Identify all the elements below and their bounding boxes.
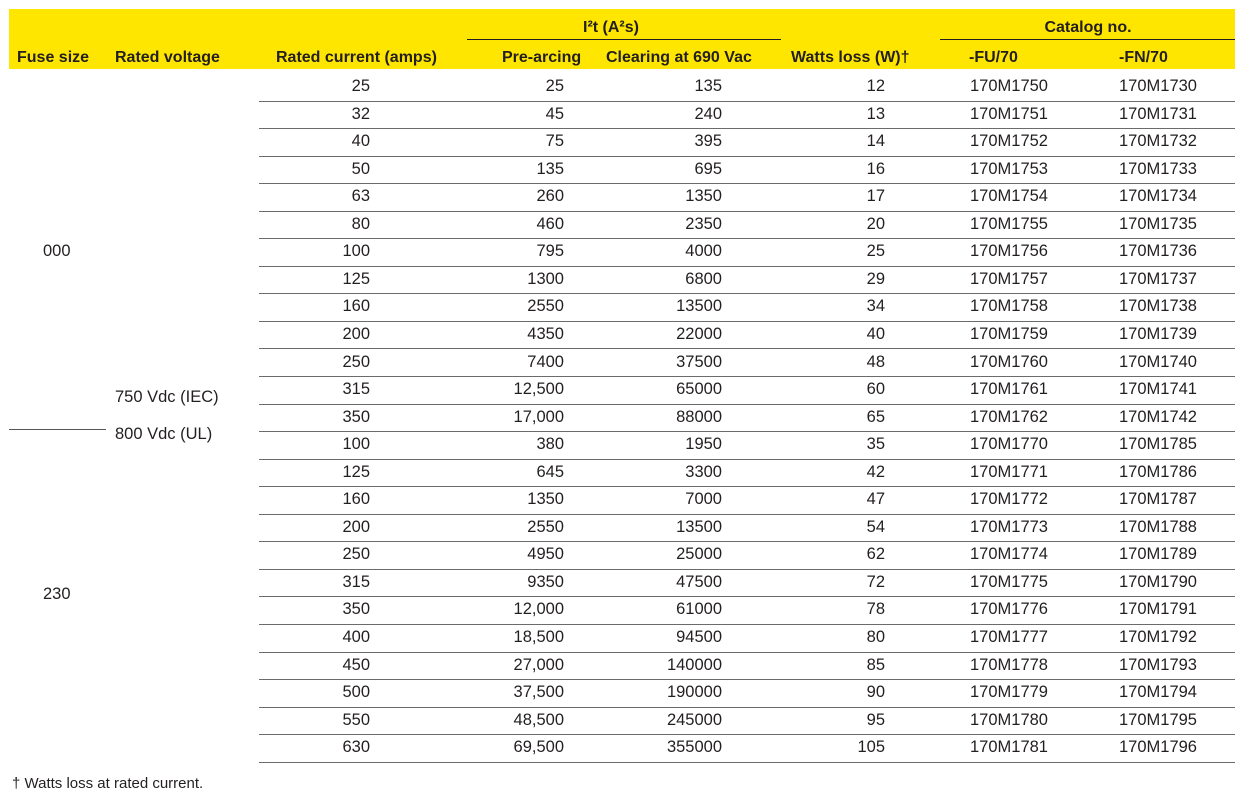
pre-arcing-cell: 27,000 [513,655,564,674]
catalog-group-rule [940,39,1235,40]
rated-current-cell: 63 [351,187,370,206]
catalog-fn70-cell: 170M1739 [1119,324,1197,343]
watts-loss-cell: 80 [866,628,885,646]
rated-current-cell: 125 [342,462,370,481]
catalog-fn70-cell: 170M1732 [1119,132,1197,151]
table-row [0,460,1235,488]
catalog-fn70-cell: 170M1786 [1119,462,1197,481]
clearing-cell: 6800 [685,269,722,288]
rated-current-cell: 400 [342,628,370,646]
table-row [0,708,1235,736]
rated-current-cell: 315 [342,380,370,399]
row-divider [259,762,1235,763]
rated-current-cell: 125 [342,269,370,288]
clearing-cell: 355000 [666,738,722,757]
catalog-fu70-cell: 170M1760 [970,352,1048,371]
table-row [0,102,1235,130]
pre-arcing-cell: 75 [545,132,564,151]
watts-loss-cell: 16 [866,159,885,178]
pre-arcing-cell: 25 [545,77,564,95]
catalog-fn70-cell: 170M1730 [1119,77,1197,95]
catalog-fn70-cell: 170M1796 [1119,738,1197,757]
catalog-fu70-cell: 170M1781 [970,738,1048,757]
catalog-fn70-cell: 170M1740 [1119,352,1197,371]
table-row [0,322,1235,350]
clearing-cell: 190000 [666,683,722,702]
catalog-fu70-cell: 170M1770 [970,435,1048,454]
pre-arcing-cell: 12,500 [513,380,564,399]
watts-loss-cell: 47 [866,490,885,509]
catalog-fn70-cell: 170M1736 [1119,242,1197,261]
catalog-fu70-cell: 170M1758 [970,297,1048,316]
rated-current-cell: 350 [342,600,370,619]
rated-current-cell: 315 [342,572,370,591]
clearing-cell: 1950 [685,435,722,454]
footnote: † Watts loss at rated current. [12,775,204,792]
watts-loss-cell: 20 [866,214,885,233]
rated-current-cell: 450 [342,655,370,674]
catalog-fu70-cell: 170M1755 [970,214,1048,233]
catalog-fu70-cell: 170M1751 [970,104,1048,123]
rated-current-cell: 250 [342,545,370,564]
catalog-fn70-cell: 170M1738 [1119,297,1197,316]
watts-loss-cell: 40 [866,324,885,343]
clearing-cell: 7000 [685,490,722,509]
table-row [0,597,1235,625]
clearing-cell: 240 [694,104,722,123]
header-rated-voltage: Rated voltage [115,49,220,66]
catalog-fn70-cell: 170M1792 [1119,628,1197,646]
clearing-cell: 94500 [676,628,722,646]
pre-arcing-cell: 18,500 [513,628,564,646]
watts-loss-cell: 42 [866,462,885,481]
pre-arcing-cell: 12,000 [513,600,564,619]
clearing-cell: 13500 [676,517,722,536]
clearing-cell: 2350 [685,214,722,233]
pre-arcing-cell: 9350 [527,572,564,591]
table-row [0,157,1235,185]
rated-current-cell: 630 [342,738,370,757]
clearing-cell: 47500 [676,572,722,591]
pre-arcing-cell: 4950 [527,545,564,564]
catalog-fn70-cell: 170M1788 [1119,517,1197,536]
watts-loss-cell: 25 [866,242,885,261]
voltage-ul: 800 Vdc (UL) [115,425,213,443]
table-row [0,405,1235,433]
pre-arcing-cell: 69,500 [513,738,564,757]
catalog-fn70-cell: 170M1791 [1119,600,1197,619]
watts-loss-cell: 95 [866,710,885,729]
catalog-fn70-cell: 170M1742 [1119,407,1197,426]
pre-arcing-cell: 4350 [527,324,564,343]
table-row [0,625,1235,653]
catalog-fu70-cell: 170M1776 [970,600,1048,619]
clearing-cell: 88000 [676,407,722,426]
rated-current-cell: 32 [351,104,370,123]
clearing-cell: 140000 [666,655,722,674]
rated-current-cell: 500 [342,683,370,702]
table-row [0,680,1235,708]
header-fuse-size: Fuse size [17,49,90,66]
watts-loss-cell: 72 [866,572,885,591]
pre-arcing-cell: 37,500 [513,683,564,702]
table-row [0,212,1235,240]
clearing-cell: 695 [694,159,722,178]
clearing-cell: 4000 [685,242,722,261]
table-row [0,515,1235,543]
rated-current-cell: 100 [342,435,370,454]
catalog-fu70-cell: 170M1757 [970,269,1048,288]
catalog-fu70-cell: 170M1761 [970,380,1048,399]
table-row [0,267,1235,295]
watts-loss-cell: 54 [866,517,885,536]
pre-arcing-cell: 1350 [527,490,564,509]
catalog-fu70-cell: 170M1762 [970,407,1048,426]
catalog-fu70-cell: 170M1750 [970,77,1048,95]
clearing-cell: 1350 [685,187,722,206]
catalog-fu70-cell: 170M1754 [970,187,1048,206]
watts-loss-cell: 65 [866,407,885,426]
catalog-fu70-cell: 170M1778 [970,655,1048,674]
header-pre-arcing: Pre-arcing [502,49,582,66]
clearing-cell: 25000 [676,545,722,564]
rated-current-cell: 250 [342,352,370,371]
clearing-cell: 3300 [685,462,722,481]
clearing-cell: 61000 [676,600,722,619]
rated-current-cell: 80 [351,214,370,233]
rated-current-cell: 200 [342,517,370,536]
catalog-fu70-cell: 170M1771 [970,462,1048,481]
catalog-fn70-cell: 170M1741 [1119,380,1197,399]
table-row [0,184,1235,212]
catalog-fn70-cell: 170M1795 [1119,710,1197,729]
catalog-fn70-cell: 170M1794 [1119,683,1197,702]
catalog-fu70-cell: 170M1752 [970,132,1048,151]
rated-current-cell: 40 [351,132,370,151]
table-row [0,653,1235,681]
catalog-fu70-cell: 170M1759 [970,324,1048,343]
table-row [0,735,1235,763]
fuse-size-000: 000 [43,242,71,260]
catalog-fu70-cell: 170M1779 [970,683,1048,702]
clearing-cell: 22000 [676,324,722,343]
table-row [0,432,1235,460]
watts-loss-cell: 85 [866,655,885,674]
clearing-cell: 65000 [676,380,722,399]
header-watts-loss: Watts loss (W)† [791,49,910,66]
rated-current-cell: 160 [342,490,370,509]
pre-arcing-cell: 45 [545,104,564,123]
clearing-cell: 37500 [676,352,722,371]
i2t-group-rule [467,39,781,40]
catalog-fn70-cell: 170M1731 [1119,104,1197,123]
pre-arcing-cell: 1300 [527,269,564,288]
rated-current-cell: 350 [342,407,370,426]
watts-loss-cell: 60 [866,380,885,399]
pre-arcing-cell: 17,000 [513,407,564,426]
clearing-cell: 135 [694,77,722,95]
catalog-fu70-cell: 170M1753 [970,159,1048,178]
watts-loss-cell: 14 [866,132,885,151]
rated-current-cell: 160 [342,297,370,316]
table-row [0,294,1235,322]
catalog-fn70-cell: 170M1733 [1119,159,1197,178]
catalog-fn70-cell: 170M1790 [1119,572,1197,591]
catalog-fn70-cell: 170M1787 [1119,490,1197,509]
pre-arcing-cell: 2550 [527,517,564,536]
catalog-fn70-cell: 170M1785 [1119,435,1197,454]
pre-arcing-cell: 260 [536,187,564,206]
header-fn70: -FN/70 [1119,49,1168,66]
watts-loss-cell: 35 [866,435,885,454]
rated-current-cell: 200 [342,324,370,343]
table-row [0,350,1235,378]
watts-loss-cell: 17 [866,187,885,206]
catalog-fn70-cell: 170M1737 [1119,269,1197,288]
watts-loss-cell: 78 [866,600,885,619]
rated-current-cell: 50 [351,159,370,178]
pre-arcing-cell: 2550 [527,297,564,316]
fuse-size-230: 230 [43,585,71,603]
table-row [0,74,1235,102]
clearing-cell: 13500 [676,297,722,316]
rated-current-cell: 550 [342,710,370,729]
table-row [0,487,1235,515]
clearing-cell: 245000 [666,710,722,729]
catalog-fu70-cell: 170M1777 [970,628,1048,646]
table-row [0,542,1235,570]
catalog-fu70-cell: 170M1756 [970,242,1048,261]
table-row [0,239,1235,267]
table-row [0,570,1235,598]
watts-loss-cell: 62 [866,545,885,564]
voltage-iec: 750 Vdc (IEC) [115,388,219,406]
watts-loss-cell: 34 [866,297,885,316]
watts-loss-cell: 48 [866,352,885,371]
catalog-fu70-cell: 170M1775 [970,572,1048,591]
header-fu70: -FU/70 [969,49,1018,66]
catalog-fu70-cell: 170M1773 [970,517,1048,536]
header-i2t: I²t (A²s) [583,19,639,36]
table-row [0,129,1235,157]
rated-current-cell: 25 [351,77,370,95]
clearing-cell: 395 [694,132,722,151]
catalog-fn70-cell: 170M1789 [1119,545,1197,564]
rated-current-cell: 100 [342,242,370,261]
header-clearing: Clearing at 690 Vac [606,49,752,66]
catalog-fu70-cell: 170M1774 [970,545,1048,564]
watts-loss-cell: 105 [857,738,885,757]
pre-arcing-cell: 380 [536,435,564,454]
pre-arcing-cell: 460 [536,214,564,233]
table-row [0,377,1235,405]
header-catalog: Catalog no. [1044,19,1132,36]
pre-arcing-cell: 7400 [527,352,564,371]
watts-loss-cell: 12 [866,77,885,95]
pre-arcing-cell: 645 [536,462,564,481]
catalog-fn70-cell: 170M1793 [1119,655,1197,674]
watts-loss-cell: 13 [866,104,885,123]
pre-arcing-cell: 135 [536,159,564,178]
watts-loss-cell: 29 [866,269,885,288]
watts-loss-cell: 90 [866,683,885,702]
header-rated-current: Rated current (amps) [276,49,437,66]
catalog-fn70-cell: 170M1734 [1119,187,1197,206]
catalog-fu70-cell: 170M1772 [970,490,1048,509]
catalog-fn70-cell: 170M1735 [1119,214,1197,233]
pre-arcing-cell: 795 [536,242,564,261]
catalog-fu70-cell: 170M1780 [970,710,1048,729]
pre-arcing-cell: 48,500 [513,710,564,729]
